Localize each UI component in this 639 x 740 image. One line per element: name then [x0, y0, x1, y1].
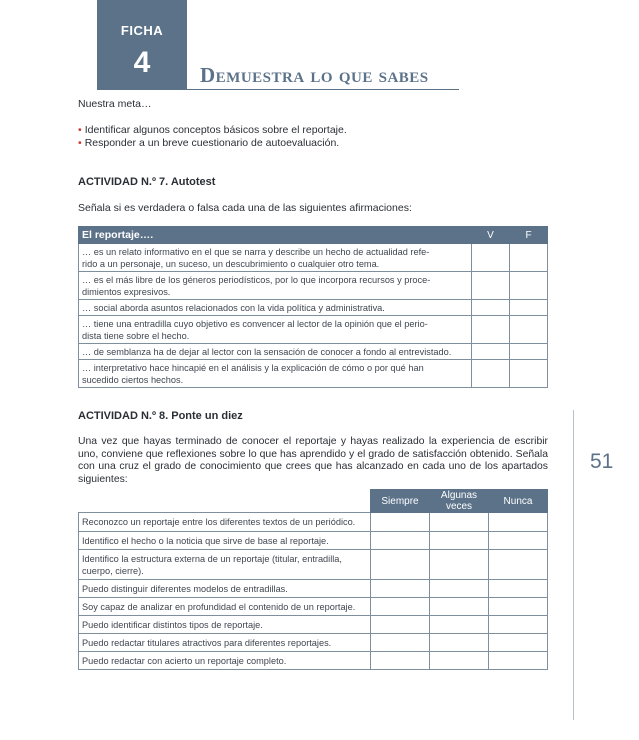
goal-item: • Responder a un breve cuestionario de autoevaluación. [78, 137, 340, 149]
siempre-checkbox[interactable] [371, 616, 430, 634]
nunca-checkbox[interactable] [489, 550, 548, 580]
autotest-statement: … interpretativo hace hincapié en el análisis y la explicación de cómo o por qué han sucedido ciertos hechos. [79, 360, 472, 388]
true-checkbox[interactable] [472, 272, 510, 300]
true-checkbox[interactable] [472, 244, 510, 272]
self-assessment-table [78, 489, 548, 670]
false-checkbox[interactable] [510, 344, 548, 360]
autotest-statement: … es un relato informativo en el que se narra y describe un hecho de actualidad refe- rido a un personaje, un suceso, un descubrimiento o cualquier otro tema. [79, 244, 472, 272]
activity8-paragraph: Una vez que hayas terminado de conocer el reportaje y hayas realizado la experiencia de escribir uno, conviene que reflexiones sobre lo que has aprendido y el grado de satisfacción obtenido. Señala con una cruz el grado de conocimiento que crees que has alcanzado en cada uno de los apartados siguientes: [78, 436, 548, 485]
goals-list [78, 124, 347, 150]
assessment-statement: Puedo redactar con acierto un reportaje completo. [79, 652, 371, 670]
ficha-label: FICHA [120, 23, 164, 38]
col-nunca: Nunca [489, 490, 548, 513]
algunas-veces-checkbox[interactable] [430, 580, 489, 598]
goal-item: • Identificar algunos conceptos básicos sobre el reportaje. [78, 124, 347, 136]
nunca-checkbox[interactable] [489, 634, 548, 652]
assessment-statement: Puedo distinguir diferentes modelos de entradillas. [79, 580, 371, 598]
false-checkbox[interactable] [510, 360, 548, 388]
activity7-instruction: Señala si es verdadera o falsa cada una de las siguientes afirmaciones: [78, 202, 412, 214]
autotest-table [78, 226, 548, 388]
autotest-header-f: F [510, 227, 548, 244]
page-number: 51 [590, 450, 614, 473]
bullet-icon: • [78, 124, 82, 136]
title-underline [187, 89, 459, 90]
autotest-statement: … es el más libre de los géneros periodísticos, por lo que incorpora recursos y proce- dimientos expresivos. [79, 272, 472, 300]
activity8-title: ACTIVIDAD N.º 8. Ponte un diez [78, 410, 243, 422]
header-spacer [79, 490, 371, 513]
assessment-statement: Puedo redactar titulares atractivos para diferentes reportajes. [79, 634, 371, 652]
false-checkbox[interactable] [510, 316, 548, 344]
nunca-checkbox[interactable] [489, 532, 548, 550]
algunas-veces-checkbox[interactable] [430, 616, 489, 634]
nunca-checkbox[interactable] [489, 580, 548, 598]
autotest-header-v: V [472, 227, 510, 244]
nunca-checkbox[interactable] [489, 616, 548, 634]
true-checkbox[interactable] [472, 360, 510, 388]
siempre-checkbox[interactable] [371, 598, 430, 616]
algunas-veces-checkbox[interactable] [430, 634, 489, 652]
nunca-checkbox[interactable] [489, 513, 548, 532]
true-checkbox[interactable] [472, 344, 510, 360]
siempre-checkbox[interactable] [371, 532, 430, 550]
assessment-statement: Reconozco un reportaje entre los diferentes textos de un periódico. [79, 513, 371, 532]
siempre-checkbox[interactable] [371, 550, 430, 580]
siempre-checkbox[interactable] [371, 652, 430, 670]
siempre-checkbox[interactable] [371, 634, 430, 652]
activity7-title: ACTIVIDAD N.º 7. Autotest [78, 176, 216, 188]
ficha-tab [97, 0, 187, 90]
nunca-checkbox[interactable] [489, 598, 548, 616]
siempre-checkbox[interactable] [371, 513, 430, 532]
assessment-statement: Puedo identificar distintos tipos de reportaje. [79, 616, 371, 634]
autotest-statement: … social aborda asuntos relacionados con la vida política y administrativa. [79, 300, 472, 316]
false-checkbox[interactable] [510, 272, 548, 300]
side-rule [573, 410, 574, 720]
algunas-veces-checkbox[interactable] [430, 513, 489, 532]
false-checkbox[interactable] [510, 300, 548, 316]
false-checkbox[interactable] [510, 244, 548, 272]
autotest-statement: … de semblanza ha de dejar al lector con la sensación de conocer a fondo al entrevistado. [79, 344, 472, 360]
algunas-veces-checkbox[interactable] [430, 550, 489, 580]
algunas-veces-checkbox[interactable] [430, 598, 489, 616]
true-checkbox[interactable] [472, 316, 510, 344]
meta-label: Nuestra meta… [78, 98, 152, 110]
autotest-header-subject: El reportaje…. [79, 227, 472, 244]
col-algunas-veces: Algunas veces [430, 490, 489, 513]
assessment-statement: Identifico el hecho o la noticia que sirve de base al reportaje. [79, 532, 371, 550]
col-siempre: Siempre [371, 490, 430, 513]
autotest-statement: … tiene una entradilla cuyo objetivo es convencer al lector de la opinión que el perio- dista tiene sobre el hecho. [79, 316, 472, 344]
assessment-statement: Soy capaz de analizar en profundidad el contenido de un reportaje. [79, 598, 371, 616]
ficha-number: 4 [133, 46, 151, 79]
true-checkbox[interactable] [472, 300, 510, 316]
bullet-icon: • [78, 137, 82, 149]
algunas-veces-checkbox[interactable] [430, 532, 489, 550]
page-title: Demuestra lo que sabes [200, 63, 429, 87]
algunas-veces-checkbox[interactable] [430, 652, 489, 670]
siempre-checkbox[interactable] [371, 580, 430, 598]
nunca-checkbox[interactable] [489, 652, 548, 670]
assessment-statement: Identifico la estructura externa de un reportaje (titular, entradilla, cuerpo, cierre). [79, 550, 371, 580]
